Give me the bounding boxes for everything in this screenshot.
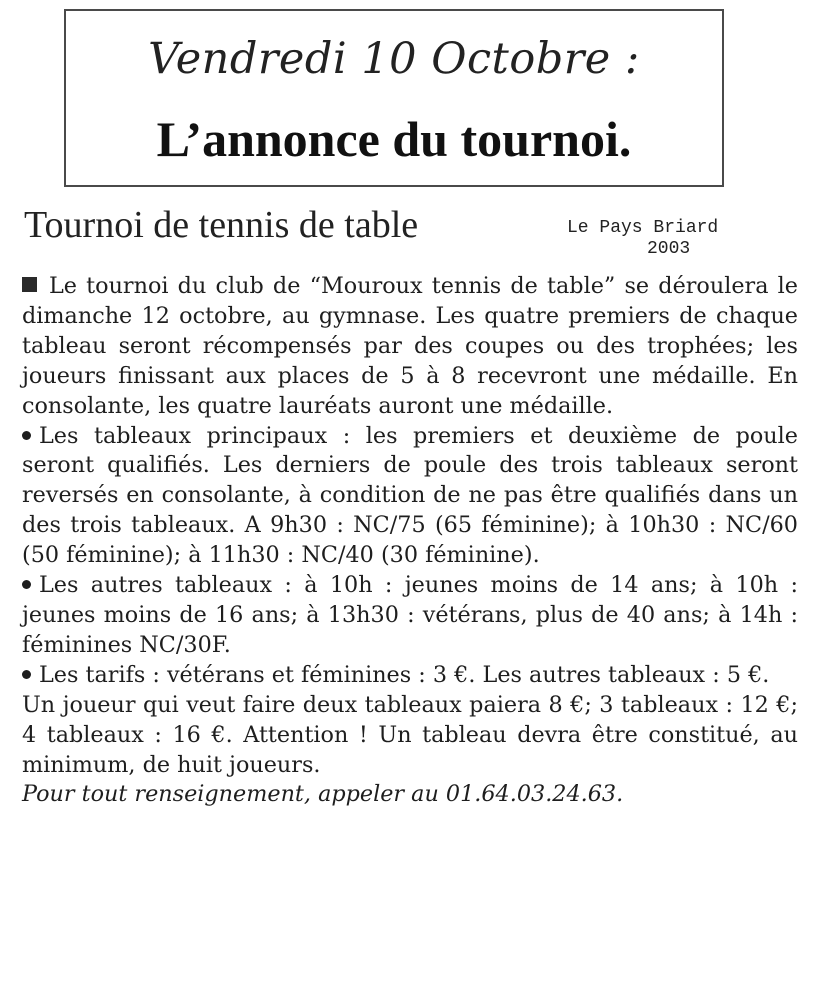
source-year: 2003: [647, 239, 691, 259]
bullet-icon: [22, 431, 31, 440]
paragraph-main-tables-text: Les tableaux principaux : les premiers et deuxième de poule seront qualifiés. Les derniers de poule des trois tableaux seront reversés en consolante, à condition de ne pas être qualifiés dans un des trois tableaux. A 9h30 : NC/75 (65 féminine); à 10h30 : NC/60 (50 féminine); à 11h30 : NC/40 (30 féminine).: [22, 422, 798, 569]
paragraph-intro: [22, 272, 798, 422]
bullet-icon: [22, 670, 31, 679]
paragraph-intro-text: Le tournoi du club de “Mouroux tennis de table” se déroulera le dimanche 12 octobre, au gymnase. Les quatre premiers de chaque tableau seront récompensés par des coupes ou des trophées; les joueurs finissant aux places de 5 à 8 recevront une médaille. En consolante, les quatre lauréats auront une médaille.: [22, 273, 798, 419]
paragraph-prices: [22, 661, 798, 691]
article-title: Tournoi de tennis de table: [24, 204, 419, 246]
paragraph-multi-tables: Un joueur qui veut faire deux tableaux paiera 8 €; 3 tableaux : 12 €; 4 tableaux : 16 €. Attention ! Un tableau devra être constitué, au minimum, de huit joueurs.: [22, 691, 798, 778]
source-credit: [567, 218, 797, 260]
contact-line: Pour tout renseignement, appeler au 01.64.03.24.63.: [22, 781, 624, 808]
paragraph-other-tables: [22, 571, 798, 661]
article-body: [22, 272, 798, 810]
bullet-icon: [22, 580, 31, 589]
square-bullet-icon: [22, 277, 37, 292]
paragraph-main-tables: [22, 422, 798, 572]
header-box: [64, 9, 724, 187]
header-date: Vendredi 10 Octobre :: [148, 34, 640, 84]
source-name: Le Pays Briard: [567, 218, 719, 238]
header-title: L’annonce du tournoi.: [156, 111, 632, 167]
paragraph-other-tables-text: Les autres tableaux : à 10h : jeunes moins de 14 ans; à 10h : jeunes moins de 16 ans; à 13h30 : vétérans, plus de 40 ans; à 14h : féminines NC/30F.: [22, 572, 798, 658]
paragraph-prices-text: Les tarifs : vétérans et féminines : 3 €. Les autres tableaux : 5 €.: [39, 661, 770, 688]
